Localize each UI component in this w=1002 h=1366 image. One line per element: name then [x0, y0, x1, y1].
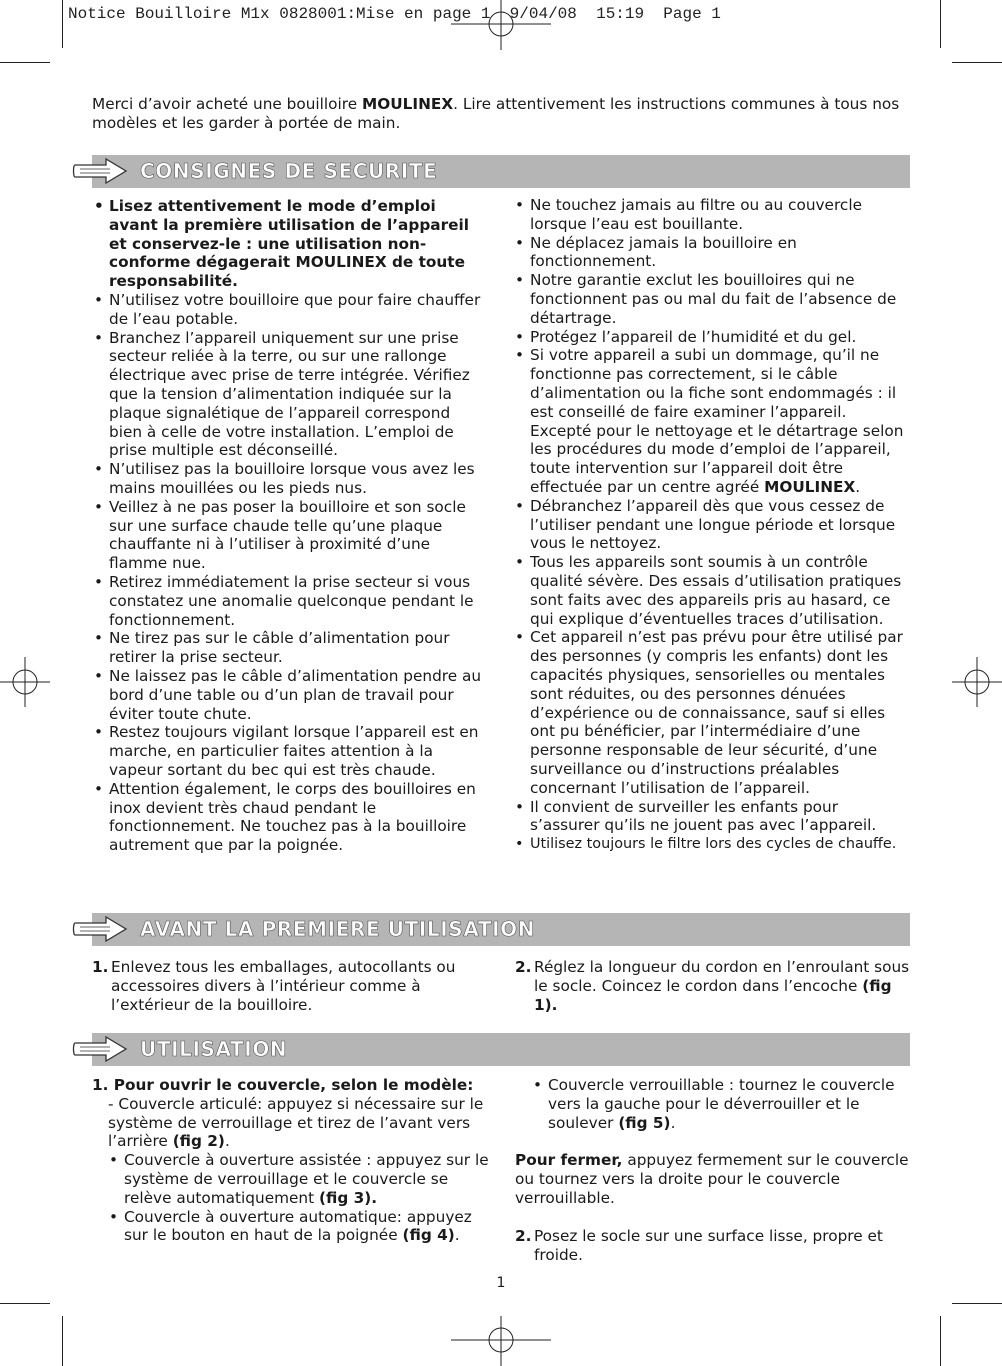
before-use-step-1	[92, 958, 486, 1014]
safety-list	[92, 197, 486, 855]
list-item	[513, 346, 911, 496]
hinged-lid-instruction	[92, 1095, 492, 1151]
list-item	[107, 1208, 492, 1246]
safety-right-column	[513, 196, 911, 854]
brand-name: MOULINEX	[764, 477, 856, 496]
closing-instruction	[515, 1151, 911, 1207]
section-arrow-icon	[72, 914, 130, 944]
list-item: • Protégez l’appareil de l’humidité et du gel.	[513, 328, 911, 347]
usage-step-1-heading: 1. Pour ouvrir le couvercle, selon le modèle:	[92, 1076, 474, 1094]
step-text: Enlevez tous les emballages, autocollants ou accessoires divers à l’intérieur comme à l’extérieur de la bouilloire.	[111, 958, 456, 1014]
crop-mark	[952, 62, 1002, 63]
list-item: • N’utilisez votre bouilloire que pour faire chauffer de l’eau potable.	[92, 291, 486, 329]
page-number: 1	[496, 1275, 506, 1291]
list-item: • Attention également, le corps des bouilloires en inox devient très chaud pendant le fonctionnement. Ne touchez pas à la bouilloire autrement que par la poignée.	[92, 780, 486, 855]
instruction-text: .	[224, 1132, 230, 1151]
registration-mark-icon	[0, 657, 50, 707]
list-item: • Veillez à ne pas poser la bouilloire et son socle sur une surface chaude telle qu’une plaque chauffante ni à l’utiliser à proximité d’une flamme nue.	[92, 498, 486, 573]
intro-text: . Lire attentivement les instructions communes à tous nos modèles et les garder à portée de main.	[92, 95, 900, 132]
instruction-text: Couvercle à ouverture assistée : appuyez sur le système de verrouillage et le couvercle se relève automatiquement	[124, 1151, 489, 1207]
section-arrow-icon	[72, 156, 130, 186]
closing-label: Pour fermer,	[515, 1151, 623, 1170]
section-title: CONSIGNES DE SECURITE	[140, 159, 438, 183]
step-text: Posez le socle sur une surface lisse, propre et froide.	[534, 1226, 883, 1264]
lid-options-list	[515, 1076, 911, 1132]
step-number: 2.	[515, 958, 532, 976]
step-text: Réglez la longueur du cordon en l’enroulant sous le socle. Coincez le cordon dans l’encoche	[534, 958, 910, 995]
section-title: AVANT LA PREMIERE UTILISATION	[140, 917, 536, 941]
usage-left-column	[92, 1076, 492, 1245]
crop-mark	[952, 1303, 1002, 1304]
figure-reference: (fig 2)	[172, 1132, 225, 1151]
list-item: • Débranchez l’appareil dès que vous cessez de l’utiliser pendant une longue période et lorsque vous le nettoyez.	[513, 497, 911, 553]
list-item: • Il convient de surveiller les enfants pour s’assurer qu’ils ne jouent pas avec l’appareil.	[513, 798, 911, 836]
section-header-before-first-use	[92, 913, 910, 946]
crop-mark	[940, 1316, 941, 1366]
usage-step-2	[515, 1227, 911, 1265]
figure-reference: (fig 1).	[534, 976, 892, 1014]
before-use-step-2	[515, 958, 911, 1014]
list-item: • Utilisez toujours le filtre lors des cycles de chauffe.	[513, 835, 911, 854]
printer-slug: Notice Bouilloire M1x 0828001:Mise en page 1 9/04/08 15:19 Page 1	[68, 5, 721, 23]
instruction-text: Couvercle verrouillable : tournez le couvercle vers la gauche pour le déverrouiller et le soulever	[548, 1076, 895, 1132]
instruction-text: .	[454, 1226, 460, 1245]
list-item: • Cet appareil n’est pas prévu pour être utilisé par des personnes (y compris les enfants) dont les capacités physiques, sensorielles ou mentales sont réduites, ou des personnes dénuées d’expérience ou de connaissance, sauf si elles ont pu bénéficier, par l’intermédiaire d’une personne responsable de leur sécurité, d’une surveillance ou d’instructions préalables concernant l’utilisation de l’appareil.	[513, 628, 911, 797]
list-item: • Branchez l’appareil uniquement sur une prise secteur reliée à la terre, ou sur une rallonge électrique avec prise de terre intégrée. Vérifiez que la tension d’alimentation indiquée sur la plaque signalétique de l’appareil correspond bien à celle de votre installation. L’emploi de prise multiple est déconseillé.	[92, 329, 486, 461]
registration-mark-icon	[451, 1316, 551, 1366]
list-item: • Ne tirez pas sur le câble d’alimentation pour retirer la prise secteur.	[92, 629, 486, 667]
list-item	[107, 1151, 492, 1207]
figure-reference: (fig 3).	[318, 1188, 378, 1207]
list-item-text: .	[855, 477, 861, 496]
crop-mark	[62, 0, 63, 48]
instruction-text: Couvercle à ouverture automatique: appuyez sur le bouton en haut de la poignée	[124, 1207, 472, 1245]
usage-right-column	[515, 1076, 911, 1264]
list-item: • Tous les appareils sont soumis à un contrôle qualité sévère. Des essais d’utilisation pratiques sont faits avec des appareils pris au hasard, ce qui explique d’éventuelles traces d’utilisation.	[513, 553, 911, 628]
figure-reference: (fig 5)	[618, 1113, 671, 1132]
list-item: • Lisez attentivement le mode d’emploi avant la première utilisation de l’appareil et conservez-le : une utilisation non-conforme dégagerait MOULINEX de toute responsabilité.	[92, 197, 486, 291]
intro-paragraph	[92, 95, 902, 133]
crop-mark	[62, 1316, 63, 1366]
crop-mark	[0, 1303, 50, 1304]
list-item-text: Si votre appareil a subi un dommage, qu’il ne fonctionne pas correctement, si le câble d’alimentation ou la fiche sont endommagés : il est conseillé de faire examiner l’appareil. Excepté pour le nettoyage et le détartrage selon les procédures du mode d’emploi de l’appareil, toute intervention sur l’appareil doit être effectuée par un centre agréé	[530, 346, 904, 496]
list-item: • Ne laissez pas le câble d’alimentation pendre au bord d’une table ou d’un plan de travail pour éviter toute chute.	[92, 667, 486, 723]
registration-mark-icon	[451, 0, 551, 50]
list-item: • Retirez immédiatement la prise secteur si vous constatez une anomalie quelconque pendant le fonctionnement.	[92, 573, 486, 629]
crop-mark	[0, 62, 50, 63]
step-number: 2.	[515, 1226, 532, 1245]
list-item: • Notre garantie exclut les bouilloires qui ne fonctionnent pas ou mal du fait de l’absence de détartrage.	[513, 271, 911, 327]
section-arrow-icon	[72, 1034, 130, 1064]
list-item	[531, 1076, 911, 1132]
crop-mark	[940, 0, 941, 48]
instruction-text: - Couvercle articulé: appuyez si nécessaire sur le système de verrouillage et tirez de l’avant vers l’arrière	[108, 1094, 484, 1151]
registration-mark-icon	[952, 657, 1002, 707]
list-item: • N’utilisez pas la bouilloire lorsque vous avez les mains mouillées ou les pieds nus.	[92, 460, 486, 498]
list-item: • Ne déplacez jamais la bouilloire en fonctionnement.	[513, 234, 911, 272]
brand-name: MOULINEX	[362, 95, 454, 113]
step-number: 1.	[92, 958, 109, 976]
section-header-usage	[92, 1033, 910, 1066]
instruction-text: .	[670, 1113, 676, 1132]
safety-list	[513, 196, 911, 854]
safety-left-column	[92, 197, 486, 855]
section-title: UTILISATION	[140, 1037, 288, 1061]
instruction-text: appuyez fermement sur le couvercle ou tournez vers la droite pour le couvercle verrouillable.	[515, 1151, 909, 1207]
intro-text: Merci d’avoir acheté une bouilloire	[92, 95, 363, 113]
lid-options-list	[92, 1151, 492, 1245]
figure-reference: (fig 4)	[402, 1226, 455, 1245]
section-header-safety	[92, 155, 910, 188]
list-item: • Ne touchez jamais au filtre ou au couvercle lorsque l’eau est bouillante.	[513, 196, 911, 234]
list-item: • Restez toujours vigilant lorsque l’appareil est en marche, en particulier faites attention à la vapeur sortant du bec qui est très chaude.	[92, 723, 486, 779]
